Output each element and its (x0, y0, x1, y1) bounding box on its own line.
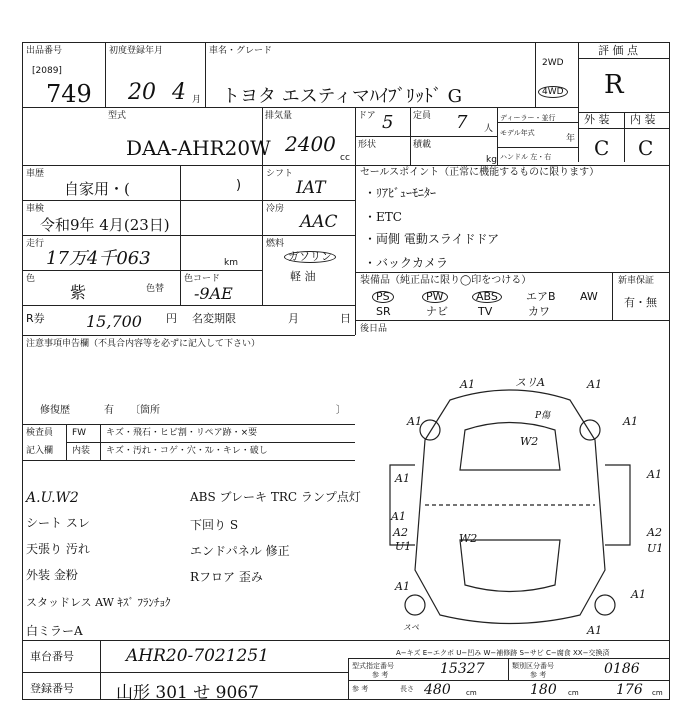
mark-15: A1 (395, 580, 410, 593)
model-label: 型式 (108, 111, 127, 121)
disp-unit: cc (340, 153, 350, 163)
divider (22, 335, 355, 336)
use-close: ) (236, 178, 242, 193)
divider (624, 112, 625, 162)
divider (348, 680, 670, 681)
divider (105, 42, 106, 107)
car-value: トヨタ エスティマﾊｲﾌﾞﾘｯﾄﾞ G (222, 86, 463, 107)
divider (22, 165, 670, 166)
class-label: 類別区分番号 (512, 662, 554, 670)
rear-right-wheel (595, 595, 615, 615)
mark-13: A2 (647, 526, 662, 539)
kg-unit: kg (486, 155, 497, 165)
divider (22, 235, 355, 236)
equip-sr: SR (376, 305, 391, 318)
divider (578, 42, 579, 162)
new-car-value: 有・無 (624, 296, 657, 309)
car-damage-diagram (355, 370, 665, 640)
divider (355, 272, 670, 273)
note-left-4: 外装 金粉 (26, 568, 78, 582)
note-left-2: シート スレ (26, 516, 90, 530)
length-unit: cm (466, 689, 477, 697)
inspector-int-text: キズ・汚れ・コゲ・穴・ｽﾚ・キレ・破し (106, 446, 268, 456)
equip-ps: PS (372, 291, 394, 303)
fuel-alt: 軽 油 (290, 270, 316, 283)
equip-leather: カワ (528, 305, 550, 318)
use-label: 車歴 (26, 169, 45, 179)
height-unit: cm (652, 689, 663, 697)
mark-6: W2 (520, 435, 539, 448)
car-body-outline (415, 390, 605, 624)
divider (355, 136, 497, 137)
repair-label: 修復歴 (40, 405, 70, 416)
divider (348, 658, 670, 659)
recycle-unit: 円 (166, 312, 177, 325)
reg-value: 山形 301 せ 9067 (116, 683, 259, 703)
divider (348, 658, 349, 700)
eval-label: 評 価 点 (598, 44, 638, 57)
equip-tv: TV (478, 305, 493, 318)
recycle-value: 15,700 (86, 312, 142, 331)
month-unit: 月 (192, 95, 202, 105)
fuel-label: 燃料 (266, 239, 285, 249)
lot-number: 749 (46, 80, 92, 108)
mark-16: A1 (631, 588, 646, 601)
reg-label: 登録番号 (30, 682, 74, 695)
use-value: 自家用・( (64, 180, 130, 198)
right-side-panel (605, 465, 630, 545)
equip-pw: PW (422, 291, 448, 303)
capacity-unit: 人 (484, 124, 494, 134)
mileage-label: 走行 (26, 239, 45, 249)
divider (22, 460, 355, 461)
divider (355, 320, 670, 321)
chassis-value: AHR20-7021251 (126, 646, 269, 666)
inspector-label-2: 記入欄 (26, 446, 54, 456)
type-ref-label: 参 考 (372, 671, 389, 679)
dealer-label: ディーラー・並行 (500, 114, 556, 122)
disp-label: 排気量 (265, 111, 293, 121)
note-right-3: エンドパネル 修正 (190, 544, 290, 558)
inspector-fw-text: キズ・飛石・ヒビ割・リペア跡・×要 (106, 428, 258, 438)
mark-17: スペ (403, 623, 419, 632)
color-value: 紫 (70, 283, 87, 302)
divider (22, 424, 355, 425)
equip-aw: AW (580, 290, 598, 303)
mark-2: スリA (515, 376, 545, 389)
notes-label: 注意事項申告欄（不具合内容等を必ずに記入して下さい） (26, 339, 261, 349)
divider (22, 640, 670, 641)
mark-14: U1 (647, 542, 664, 555)
first-reg-year: 20 (128, 80, 156, 105)
equip-navi: ナビ (426, 305, 448, 318)
ext-label: 外 装 (584, 113, 610, 126)
rear-left-wheel (405, 595, 425, 615)
divider (508, 658, 509, 680)
inspector-label-1: 検査員 (26, 428, 54, 438)
rear-seat-label: 後日品 (360, 324, 388, 334)
model-year-label: モデル年式 (500, 129, 535, 137)
mark-10: A1 (391, 510, 406, 523)
color-change-label: 色替 (146, 284, 165, 294)
mark-12: U1 (395, 540, 412, 553)
int-value: C (638, 136, 654, 160)
class-value: 0186 (604, 661, 640, 677)
mark-4: A1 (407, 415, 422, 428)
divider (205, 42, 206, 107)
capacity-label: 定員 (413, 111, 432, 121)
note-right-4: Rフロア 歪み (190, 570, 263, 584)
divider (22, 672, 348, 673)
rear-window (460, 540, 560, 592)
lot-sub: [2089] (32, 66, 62, 76)
divider (578, 58, 670, 59)
ext-value: C (594, 136, 610, 160)
mark-18: A1 (587, 624, 602, 637)
mileage-value: 17万4千063 (46, 248, 151, 269)
note-left-6: 白ミラーA (26, 624, 83, 638)
mark-7: A1 (395, 472, 410, 485)
front-right-wheel (580, 420, 600, 440)
mark-5: A1 (623, 415, 638, 428)
fuel-value: ガソリン (284, 251, 336, 263)
mark-8: A1 (647, 468, 662, 481)
inspector-fw: FW (72, 428, 87, 438)
front-left-wheel (420, 420, 440, 440)
repair-place: 〔箇所 (130, 405, 160, 416)
mileage-unit: km (224, 258, 238, 268)
class-ref-label: 参 考 (530, 671, 547, 679)
length-value: 480 (424, 682, 451, 698)
note-left-3: 天張り 汚れ (26, 542, 90, 556)
door-label: ドア (358, 111, 376, 121)
drive-4wd: 4WD (538, 86, 568, 98)
divider (497, 107, 498, 165)
shape-label: 形状 (358, 140, 377, 150)
front-windshield (460, 423, 560, 471)
legend: A−キズ E−エクボ U−凹み W−補修跡 S−サビ C−腐食 XX−交換済 (396, 649, 610, 657)
dim-label: 長さ (400, 685, 414, 693)
equip-abs: ABS (472, 291, 502, 303)
divider (66, 424, 67, 460)
mark-note: P傷 (535, 411, 551, 421)
divider (497, 147, 578, 148)
selling-point-4: ・バックカメラ (364, 256, 449, 270)
disp-value: 2400 (285, 132, 336, 156)
divider (612, 272, 613, 320)
note-right-2: 下回り S (190, 518, 239, 532)
color-code-value: -9AE (194, 284, 233, 303)
new-car-label: 新車保証 (618, 276, 655, 286)
title-day: 日 (340, 312, 351, 325)
first-reg-label: 初度登録年月 (109, 46, 164, 56)
selling-point-1: ・ﾘｱﾋﾞｭｰﾓﾆﾀｰ (364, 186, 437, 200)
cooler-value: AAC (300, 212, 338, 232)
inspector-interior: 内装 (72, 446, 91, 456)
shift-value: IAT (296, 178, 326, 198)
divider (66, 442, 355, 443)
color-label: 色 (26, 274, 36, 284)
note-right-1: ABS ブレーキ TRC ランプ点灯 (190, 490, 361, 504)
divider (535, 42, 536, 107)
divider (355, 165, 356, 335)
selling-point-3: ・両側 電動スライドドア (364, 232, 500, 246)
eval-value: R (604, 70, 624, 100)
shift-label: シフト (266, 169, 294, 179)
note-left-5: スタッドレス AW ｷｽﾞ ﾌﾗﾝﾁｮｸ (26, 596, 171, 609)
note-left-1: A.U.W2 (26, 490, 79, 506)
divider (22, 200, 355, 201)
type-label: 型式指定番号 (352, 662, 394, 670)
divider (100, 640, 101, 700)
selling-point-2: ・ETC (364, 210, 402, 224)
model-value: DAA-AHR20W (126, 136, 271, 160)
int-label: 内 装 (630, 113, 656, 126)
chassis-label: 車台番号 (30, 650, 74, 663)
mark-11: A2 (393, 526, 408, 539)
divider (100, 424, 101, 460)
inspection-value: 令和9年 4月(23日) (40, 216, 170, 234)
mark-9: W2 (459, 532, 478, 545)
inspection-label: 車検 (26, 204, 45, 214)
first-reg-month: 4 (172, 80, 186, 105)
divider (22, 270, 262, 271)
door-value: 5 (382, 112, 394, 133)
divider (22, 305, 355, 306)
equipment-label: 装備品（純正品に限り◯印をつける） (360, 275, 532, 286)
repair-close: 〕 (336, 405, 346, 416)
drive-2wd: 2WD (542, 58, 564, 68)
handle-label: ハンドル 左・右 (500, 153, 552, 161)
equip-airbag: エアB (526, 290, 556, 303)
cooler-label: 冷房 (266, 204, 285, 214)
year-unit: 年 (566, 134, 576, 144)
type-value: 15327 (440, 661, 485, 677)
mark-3: A1 (587, 378, 602, 391)
dim-ref-label: 参 考 (352, 685, 369, 693)
repair-value: 有 (104, 405, 114, 416)
load-label: 積載 (413, 140, 432, 150)
recycle-label: R券 (26, 312, 45, 325)
title-month: 月 (288, 312, 299, 325)
capacity-value: 7 (456, 112, 468, 133)
width-unit: cm (568, 689, 579, 697)
car-label: 車名・グレード (209, 46, 273, 56)
lot-label: 出品番号 (26, 46, 63, 56)
mark-1: A1 (460, 378, 475, 391)
selling-points-label: セールスポイント（正常に機能するものに限ります） (360, 167, 600, 178)
height-value: 176 (616, 682, 643, 698)
width-value: 180 (530, 682, 557, 698)
title-label: 名変期限 (192, 312, 236, 325)
color-code-label: 色コード (184, 274, 221, 284)
